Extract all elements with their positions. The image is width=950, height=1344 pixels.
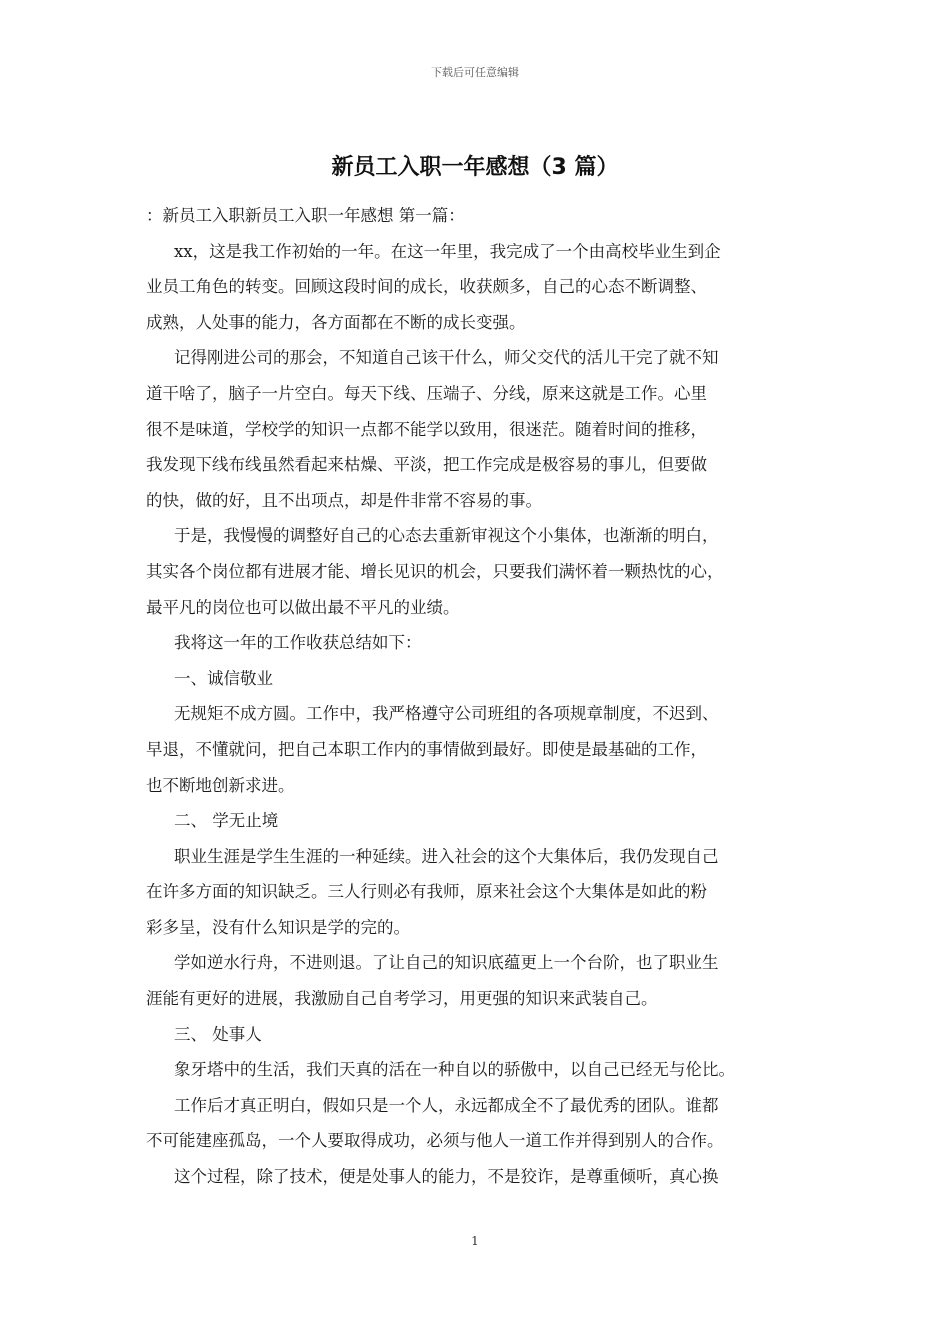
body-line-subtitle: ：新员工入职新员工入职一年感想 第一篇：	[146, 206, 465, 225]
body-line: 于是，我慢慢的调整好自己的心态去重新审视这个小集体，也渐渐的明白，	[174, 526, 719, 546]
section-heading: 二、 学无止境	[174, 811, 279, 831]
body-line: 涯能有更好的进展，我激励自己自考学习，用更强的知识来武装自己。	[146, 989, 658, 1009]
body-line: 最平凡的岗位也可以做出最不平凡的业绩。	[146, 597, 460, 617]
body-line: 这个过程，除了技术，便是处事人的能力，不是狡诈，是尊重倾听，真心换	[174, 1167, 719, 1187]
body-line: 我将这一年的工作收获总结如下：	[174, 633, 422, 653]
page-number: 1	[471, 1234, 479, 1248]
section-heading: 一、诚信敬业	[174, 668, 273, 688]
body-line: 在许多方面的知识缺乏。三人行则必有我师，原来社会这个大集体是如此的粉	[146, 882, 707, 902]
body-line: 很不是味道，学校学的知识一点都不能学以致用，很迷茫。随着时间的推移，	[146, 419, 707, 439]
section-heading: 三、 处事人	[174, 1024, 262, 1044]
body-line: 早退，不懂就问，把自己本职工作内的事情做到最好。即使是最基础的工作，	[146, 739, 707, 759]
page-header-note: 下载后可任意编辑	[431, 66, 519, 79]
page-title: 新员工入职一年感想（3 篇）	[331, 155, 619, 180]
body-line: 道干啥了，脑子一片空白。每天下线、压端子、分线，原来这就是工作。心里	[146, 383, 707, 403]
body-line: 记得刚进公司的那会，不知道自己该干什么，师父交代的活儿干完了就不知	[174, 348, 719, 368]
document-body	[146, 198, 826, 1195]
body-line: 职业生涯是学生生涯的一种延续。进入社会的这个大集体后，我仍发现自己	[174, 846, 719, 866]
body-line: 彩多呈，没有什么知识是学的完的。	[146, 917, 410, 937]
body-line: 成熟，人处事的能力，各方面都在不断的成长变强。	[146, 312, 526, 332]
body-line: 业员工角色的转变。回顾这段时间的成长，收获颇多，自己的心态不断调整、	[146, 277, 707, 297]
body-line: 我发现下线布线虽然看起来枯燥、平淡，把工作完成是极容易的事儿，但要做	[146, 455, 707, 475]
body-line: 其实各个岗位都有进展才能、增长见识的机会，只要我们满怀着一颗热忱的心，	[146, 561, 724, 581]
body-line: 工作后才真正明白，假如只是一个人，永远都成全不了最优秀的团队。谁都	[174, 1095, 719, 1115]
body-line: 不可能建座孤岛，一个人要取得成功，必须与他人一道工作并得到别人的合作。	[146, 1131, 724, 1151]
body-line: 象牙塔中的生活，我们天真的活在一种自以的骄傲中，以自己已经无与伦比。	[174, 1060, 735, 1080]
body-line: xx，这是我工作初始的一年。在这一年里，我完成了一个由高校毕业生到企	[174, 241, 721, 261]
body-line: 的快，做的好，且不出项点，却是件非常不容易的事。	[146, 490, 542, 510]
body-line: 学如逆水行舟，不进则退。了让自己的知识底蕴更上一个台阶，也了职业生	[174, 953, 719, 973]
body-line: 也不断地创新求进。	[146, 775, 295, 795]
body-line: 无规矩不成方圆。工作中，我严格遵守公司班组的各项规章制度，不迟到、	[174, 704, 719, 724]
